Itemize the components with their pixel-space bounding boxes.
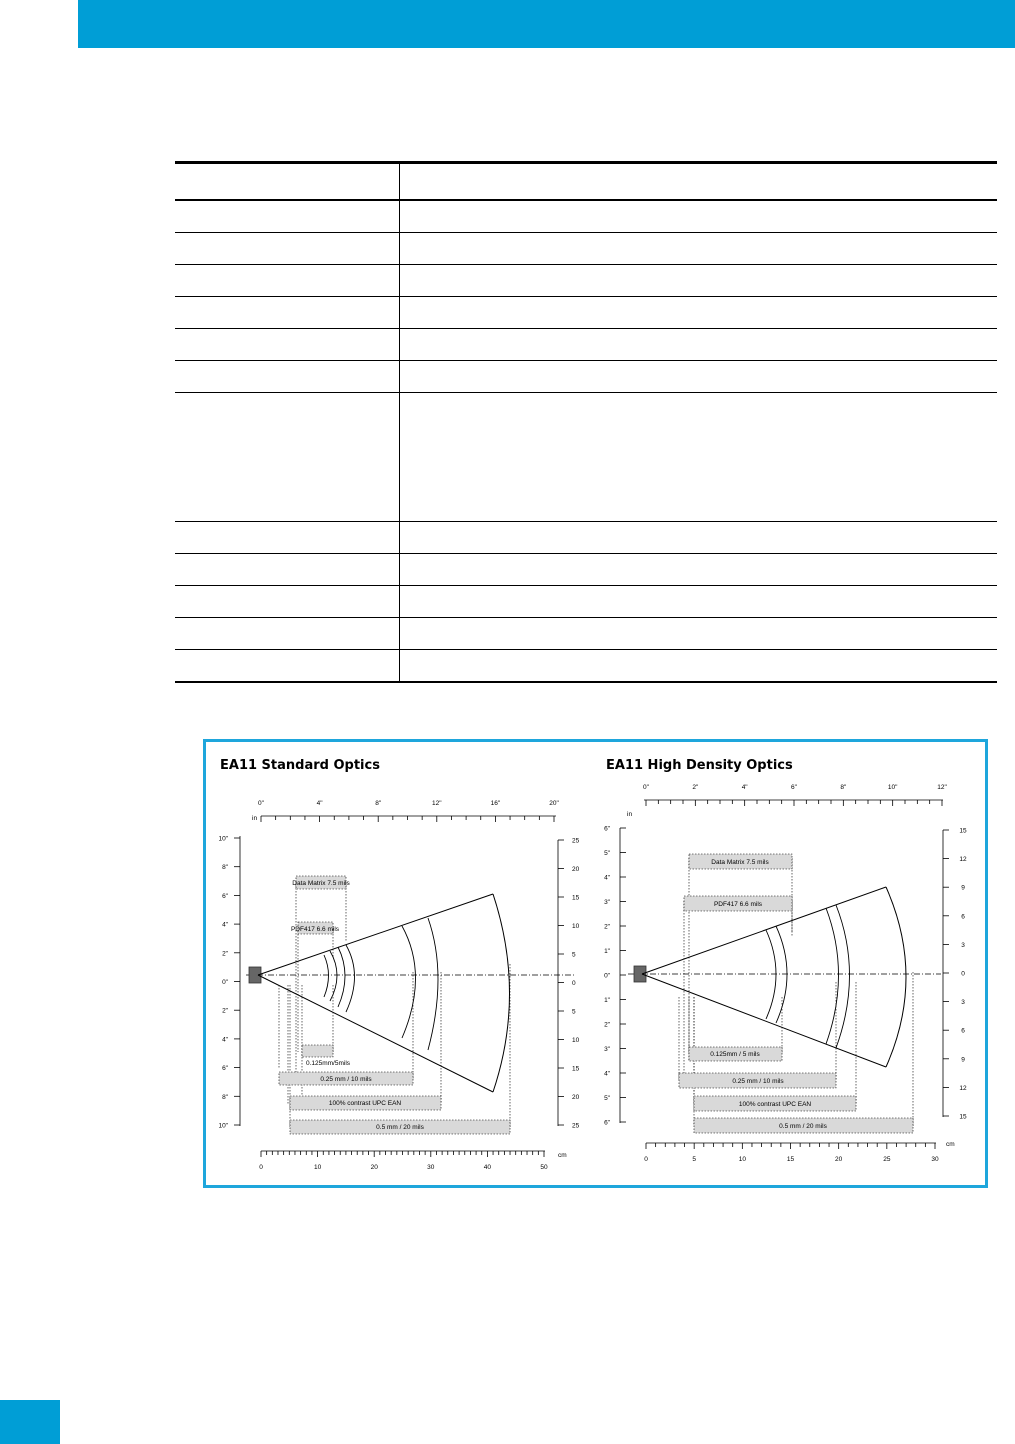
table-row <box>175 233 997 265</box>
std-top-label: 0" <box>258 800 264 807</box>
hd-left-label: 4" <box>604 874 610 882</box>
hd-left-label: 5" <box>604 1095 610 1102</box>
hd-top-label: 6" <box>791 784 797 791</box>
header-band <box>78 0 1015 48</box>
hd-label-upc-ean: 100% contrast UPC EAN <box>738 1101 812 1108</box>
standard-diagram <box>234 816 576 1157</box>
hd-left-label: 1" <box>604 997 610 1004</box>
std-left-label: 2" <box>222 1007 228 1015</box>
std-right-label: 25 <box>572 837 580 845</box>
hd-label-data-matrix: Data Matrix 7.5 mils <box>711 859 769 866</box>
page-tab <box>0 1400 60 1444</box>
label-025mm: 0.25 mm / 10 mils <box>320 1076 372 1083</box>
hd-right-label: 9 <box>961 884 965 892</box>
std-top-label: 16" <box>490 800 501 807</box>
std-left-label: 6" <box>222 892 228 900</box>
spec-table <box>175 161 997 683</box>
hd-right-label: 6 <box>961 1027 965 1035</box>
std-right-label: 15 <box>572 894 580 902</box>
hd-right-label: 3 <box>961 941 965 949</box>
std-left-label: 8" <box>222 864 228 872</box>
std-top-label: 4" <box>316 800 323 807</box>
hd-right-label: 9 <box>961 1056 965 1064</box>
standard-bottom-unit: cm <box>558 1152 567 1159</box>
std-right-label: 10 <box>572 1037 580 1044</box>
std-left-label: 0" <box>222 979 228 986</box>
high-density-optics-title: EA11 High Density Optics <box>606 758 793 773</box>
label-05mm: 0.5 mm / 20 mils <box>376 1124 424 1131</box>
hd-left-label: 6" <box>604 1119 610 1127</box>
table-header-row <box>175 163 997 201</box>
table-row <box>175 586 997 618</box>
table-row <box>175 522 997 554</box>
hd-left-label: 6" <box>604 825 610 833</box>
hd-top-label: 2" <box>692 784 699 791</box>
std-left-label: 8" <box>222 1093 228 1101</box>
std-right-label: 10 <box>572 923 580 930</box>
hd-bottom-label: 15 <box>786 1156 795 1163</box>
hd-left-label: 5" <box>604 850 610 857</box>
hd-top-label: 12" <box>937 784 947 791</box>
hd-left-label: 1" <box>604 948 610 955</box>
table-row <box>175 297 997 329</box>
hd-top-label: 0" <box>643 784 649 791</box>
standard-optics-title: EA11 Standard Optics <box>220 758 380 773</box>
label-0125mm: 0.125mm/5mils <box>305 1060 351 1067</box>
hd-label-0125mm: 0.125mm / 5 mils <box>710 1051 760 1058</box>
std-left-label: 10" <box>218 835 228 843</box>
std-left-label: 4" <box>222 1036 228 1044</box>
standard-top-ruler-ticks <box>261 816 554 822</box>
high-density-diagram <box>620 800 949 1149</box>
label-data-matrix: Data Matrix 7.5 mils <box>292 880 350 887</box>
hd-left-label: 0" <box>604 972 610 980</box>
hd-label-05mm: 0.5 mm / 20 mils <box>779 1123 827 1130</box>
std-top-label: 8" <box>375 800 382 807</box>
label-pdf417: PDF417 6.6 mils <box>290 926 340 933</box>
std-right-label: 20 <box>572 1094 580 1101</box>
high-density-labels <box>604 784 967 1163</box>
table-row <box>175 361 997 393</box>
hd-left-label: 4" <box>604 1070 610 1078</box>
std-top-label: 12" <box>432 800 442 807</box>
hd-label-pdf417: PDF417 6.6 mils <box>713 901 763 908</box>
hd-right-label: 15 <box>959 1113 967 1121</box>
std-left-label: 4" <box>222 921 228 929</box>
hd-bottom-label: 30 <box>931 1156 939 1163</box>
hd-left-label: 2" <box>604 1021 610 1029</box>
hd-right-label: 12 <box>959 856 967 864</box>
hd-right-label: 0 <box>961 970 965 978</box>
hd-bottom-label: 20 <box>835 1156 843 1163</box>
optics-diagrams <box>206 742 985 1185</box>
std-right-label: 15 <box>572 1065 580 1073</box>
hd-bottom-label: 5 <box>692 1156 696 1163</box>
std-right-label: 5 <box>572 1008 576 1016</box>
std-bottom-label: 0 <box>259 1164 263 1171</box>
hd-left-label: 2" <box>604 923 610 931</box>
hd-bottom-label: 0 <box>644 1156 648 1163</box>
table-row <box>175 618 997 650</box>
label-upc-ean: 100% contrast UPC EAN <box>328 1100 402 1107</box>
hd-label-025mm: 0.25 mm / 10 mils <box>732 1078 784 1085</box>
std-left-label: 2" <box>222 950 228 958</box>
std-bottom-label: 50 <box>540 1164 548 1171</box>
std-bottom-label: 20 <box>370 1164 378 1171</box>
hd-bottom-unit: cm <box>946 1141 955 1148</box>
hd-top-label: 4" <box>741 784 748 791</box>
hd-top-unit: in <box>627 811 633 818</box>
std-left-label: 10" <box>218 1122 228 1130</box>
optics-figure <box>203 739 988 1188</box>
std-right-label: 20 <box>572 866 580 873</box>
hd-top-label: 8" <box>840 784 847 791</box>
std-bottom-label: 10 <box>313 1164 322 1171</box>
hd-bottom-label: 25 <box>883 1156 891 1163</box>
std-top-label: 20" <box>549 800 559 807</box>
hd-right-label: 15 <box>959 827 967 835</box>
hd-right-label: 3 <box>961 999 965 1007</box>
table-row <box>175 650 997 683</box>
table-row <box>175 329 997 361</box>
std-bottom-label: 30 <box>427 1164 435 1171</box>
standard-labels <box>218 800 579 1171</box>
hd-bottom-label: 10 <box>738 1156 746 1163</box>
std-right-label: 5 <box>572 951 576 959</box>
std-right-label: 0 <box>572 980 576 987</box>
std-left-label: 6" <box>222 1065 228 1073</box>
table-row <box>175 393 997 522</box>
table-row <box>175 265 997 297</box>
hd-left-label: 3" <box>604 899 610 906</box>
hd-top-label: 10" <box>887 784 898 791</box>
table-row <box>175 554 997 586</box>
standard-top-unit: in <box>252 815 258 822</box>
hd-left-label: 3" <box>604 1046 610 1053</box>
table-row <box>175 200 997 233</box>
std-bottom-label: 40 <box>483 1164 492 1171</box>
std-right-label: 25 <box>572 1122 580 1130</box>
hd-right-label: 6 <box>961 913 965 921</box>
hd-right-label: 12 <box>959 1084 967 1092</box>
